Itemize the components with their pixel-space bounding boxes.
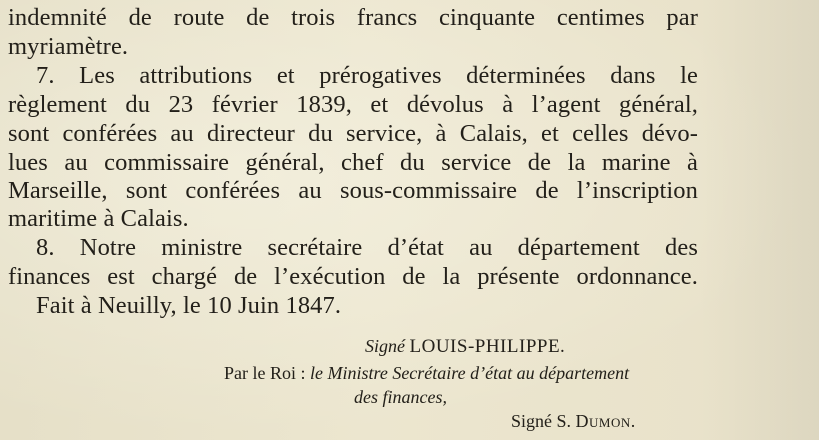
dateline: Fait à Neuilly, le 10 Juin 1847.: [36, 292, 342, 319]
king-signature-line: [365, 335, 565, 358]
minister-title-1: le Ministre Secrétaire d’état au département: [310, 363, 630, 383]
signe-label-1: Signé: [365, 336, 405, 356]
article-8-line-2: finances est chargé de l’exécution de la présente ordonnance.: [8, 263, 698, 290]
text-line-2: myriamètre.: [8, 33, 129, 60]
king-name: LOUIS-PHILIPPE.: [409, 336, 566, 357]
article-7-line-2: règlement du 23 février 1839, et dévolus à l’agent général,: [8, 91, 698, 118]
minister-name: Dumon.: [575, 411, 636, 431]
minister-title-2: des finances,: [354, 387, 447, 407]
article-7-line-3: sont conférées au directeur du service, à Calais, et celles dévo-: [8, 120, 698, 147]
article-7-line-4: lues au commissaire général, chef du service de la marine à: [8, 149, 698, 176]
article-8-line-1: 8. Notre ministre secrétaire d’état au département des: [36, 234, 698, 261]
countersignature-line-1: [224, 362, 629, 384]
article-7-line-1: 7. Les attributions et prérogatives déterminées dans le: [36, 62, 698, 89]
minister-signature-line: [511, 410, 636, 432]
signe-label-2: Signé S.: [511, 411, 572, 431]
bleed-through-margin: [700, 0, 819, 440]
par-le-roi-label: Par le Roi :: [224, 363, 306, 383]
article-7-line-5: Marseille, sont conférées au sous-commissaire de l’inscription: [8, 177, 698, 204]
article-7-line-6: maritime à Calais.: [8, 205, 189, 232]
text-line-1: indemnité de route de trois francs cinquante centimes par: [8, 4, 698, 31]
